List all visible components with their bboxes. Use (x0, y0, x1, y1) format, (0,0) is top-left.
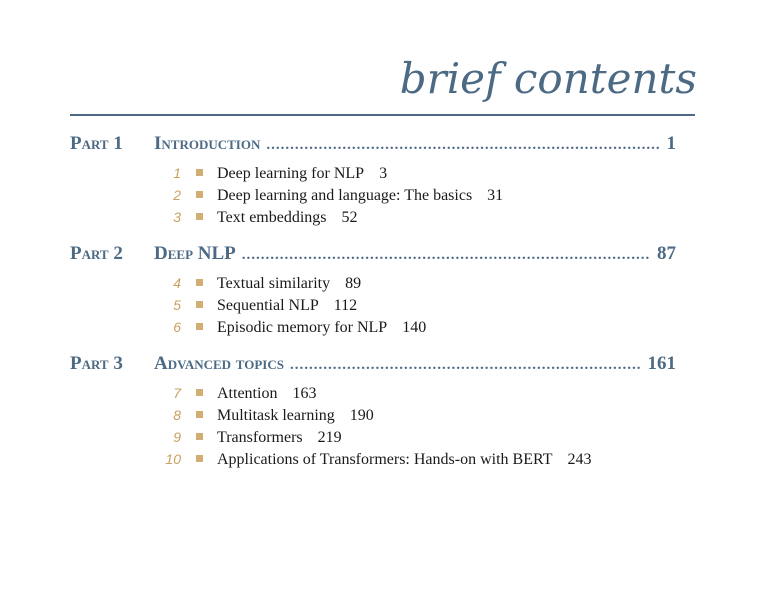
chapter-number: 3 (173, 209, 181, 225)
part-label: Part 2 (70, 243, 123, 264)
part-page-number: 87 (657, 243, 676, 264)
chapter-number: 7 (173, 385, 181, 401)
square-bullet-icon (196, 191, 203, 198)
chapter-entry-1[interactable] (150, 165, 387, 185)
part-label: Part 3 (70, 353, 123, 374)
chapter-title: Applications of Transformers: Hands-on with BERT (217, 451, 553, 468)
chapter-title: Text embeddings (217, 209, 327, 226)
part-title: Deep NLP (154, 243, 236, 264)
chapter-entry-9[interactable] (150, 429, 342, 449)
dot-leader (266, 137, 660, 154)
chapter-title: Attention (217, 385, 278, 402)
chapter-page-number: 31 (487, 187, 504, 204)
chapter-title: Multitask learning (217, 407, 335, 424)
square-bullet-icon (196, 455, 203, 462)
chapter-entry-6[interactable] (150, 319, 426, 339)
chapter-page-number: 219 (317, 429, 342, 446)
square-bullet-icon (196, 389, 203, 396)
chapter-entry-8[interactable] (150, 407, 374, 427)
part-heading-2[interactable] (70, 243, 676, 265)
chapter-entry-4[interactable] (150, 275, 361, 295)
chapter-page-number: 190 (349, 407, 374, 424)
chapter-number: 2 (173, 187, 181, 203)
chapter-page-number: 89 (345, 275, 362, 292)
square-bullet-icon (196, 411, 203, 418)
chapter-entry-3[interactable] (150, 209, 358, 229)
part-page-number: 161 (647, 353, 676, 374)
chapter-page-number: 163 (292, 385, 317, 402)
page-title: brief contents (399, 54, 697, 103)
chapter-page-number: 52 (341, 209, 358, 226)
chapter-title: Episodic memory for NLP (217, 319, 388, 336)
chapter-title: Deep learning for NLP (217, 165, 365, 182)
square-bullet-icon (196, 301, 203, 308)
chapter-entry-5[interactable] (150, 297, 357, 317)
chapter-number: 4 (173, 275, 181, 291)
chapter-number: 6 (173, 319, 181, 335)
chapter-page-number: 112 (333, 297, 358, 314)
chapter-number: 1 (173, 165, 181, 181)
square-bullet-icon (196, 433, 203, 440)
chapter-page-number: 140 (402, 319, 427, 336)
chapter-title: Sequential NLP (217, 297, 319, 314)
part-title: Introduction (154, 133, 261, 154)
chapter-number: 5 (173, 297, 181, 313)
chapter-page-number: 243 (567, 451, 592, 468)
square-bullet-icon (196, 279, 203, 286)
chapter-title: Textual similarity (217, 275, 331, 292)
part-heading-3[interactable] (70, 353, 676, 375)
chapter-title: Deep learning and language: The basics (217, 187, 473, 204)
chapter-entry-7[interactable] (150, 385, 316, 405)
chapter-number: 8 (173, 407, 181, 423)
title-rule (70, 114, 695, 116)
part-title: Advanced topics (154, 353, 284, 374)
square-bullet-icon (196, 323, 203, 330)
square-bullet-icon (196, 213, 203, 220)
part-heading-1[interactable] (70, 133, 676, 155)
chapter-entry-10[interactable] (150, 451, 591, 471)
dot-leader (290, 357, 642, 374)
chapter-title: Transformers (217, 429, 303, 446)
square-bullet-icon (196, 169, 203, 176)
chapter-number: 10 (165, 451, 181, 467)
part-label: Part 1 (70, 133, 123, 154)
chapter-entry-2[interactable] (150, 187, 503, 207)
dot-leader (242, 247, 651, 264)
chapter-page-number: 3 (379, 165, 388, 182)
chapter-number: 9 (173, 429, 181, 445)
part-page-number: 1 (666, 133, 676, 154)
